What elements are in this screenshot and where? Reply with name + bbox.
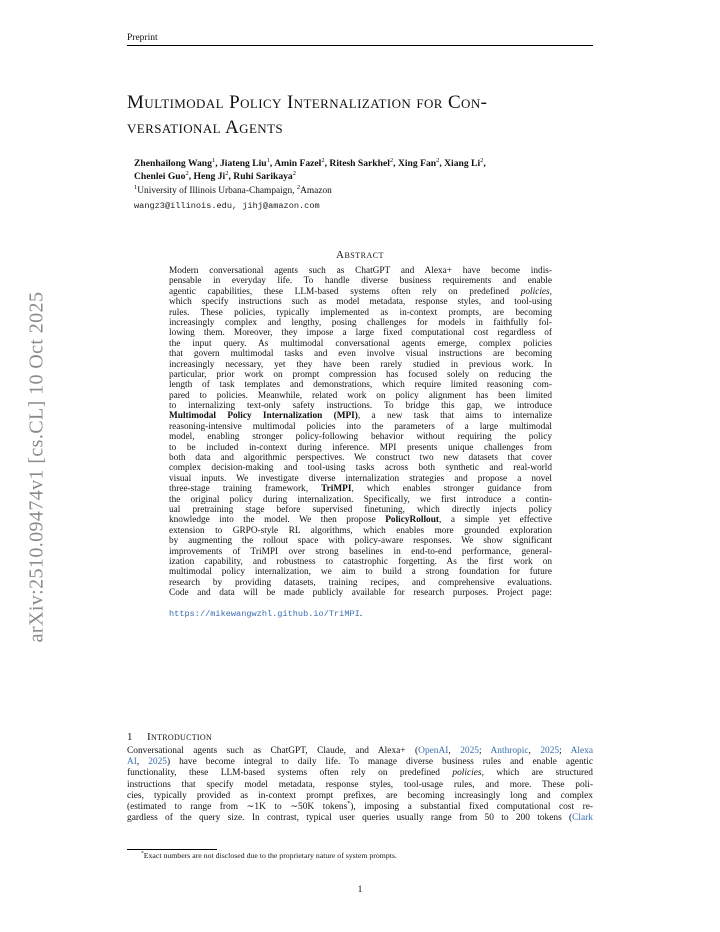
- abstract-line-text: knowledge into the model. We then propose PolicyRollout, a simple yet effective: [169, 515, 552, 526]
- author-name: Ruhi Sarikaya: [233, 170, 293, 182]
- affiliations: [134, 183, 332, 196]
- footnote: [141, 851, 397, 860]
- abstract-line: multimodal policy internalization, we aim to build a strong foundation for future: [169, 567, 552, 578]
- citation-link[interactable]: Clark: [572, 813, 593, 824]
- intro-line-text: functionality, these LLM-based systems often rely on predefined policies, which are structured: [127, 768, 593, 779]
- abstract-line: the input query. As multimodal conversational agents emerge, complex policies: [169, 338, 552, 349]
- header-rule: [127, 45, 593, 46]
- citation-link[interactable]: 2025: [540, 746, 560, 756]
- footnote-mark: *: [141, 850, 144, 857]
- abstract-heading: Abstract: [336, 249, 384, 261]
- abstract-line: by augmenting the rollout space with policy-aware responses. We show significant: [169, 536, 552, 547]
- abstract-line: length of task templates and demonstrations, which require limited reasoning com-: [169, 380, 552, 391]
- author-line-2: Chenlei Guo$^2$, Heng Ji$^2$, Ruhi Sarikaya$^2$: [134, 169, 296, 182]
- intro-line: [127, 813, 593, 824]
- abstract-line: increasingly necessary, yet they have been rarely studied in previous work. In: [169, 359, 552, 370]
- intro-line: [127, 757, 593, 768]
- abstract-line: ual pretraining stage before supervised finetuning, which directly injects policy: [169, 504, 552, 515]
- author-affil-mark: 1: [266, 156, 270, 164]
- abstract-end-period: .: [359, 608, 363, 619]
- author-emails[interactable]: wangz3@illinois.edu, jihj@amazon.com: [134, 201, 320, 211]
- arxiv-stamp: [22, 262, 52, 672]
- abstract-line-text: three-stage training framework, TriMPI, which enables stronger guidance from: [169, 484, 552, 495]
- abstract-line: pensable in everyday life. To handle diverse business requirements and enable: [169, 276, 552, 287]
- abstract-line: extension to GRPO-style RL algorithms, which enables more grounded exploration: [169, 525, 552, 536]
- abstract-line: to be included in-context during inference. MPI presents unique challenges from: [169, 442, 552, 453]
- author-name: Xiang Li: [444, 158, 481, 169]
- intro-line-text: gardless of the query size. In contrast, typical user queries usually range from 50 to 200 tokens (Clark: [127, 813, 593, 824]
- affiliation-1: University of Illinois Urbana-Champaign,: [137, 186, 295, 196]
- abstract-line: which specify instructions such as model metadata, response styles, and tool-using: [169, 297, 552, 308]
- citation-link[interactable]: Anthropic: [490, 746, 529, 756]
- abstract-line-text: agentic capabilities, these LLM-based systems often rely on predefined policies,: [169, 286, 552, 297]
- abstract-line: [169, 287, 552, 297]
- page-number: 1: [357, 885, 363, 895]
- abstract-line: [169, 411, 552, 421]
- abstract-line: [169, 599, 552, 609]
- abstract-line: that govern multimodal tasks and even involve visual instructions are becoming: [169, 349, 552, 360]
- footnote-text: Exact numbers are not disclosed due to the proprietary nature of system prompts.: [143, 851, 397, 860]
- abstract-line: model, enabling stronger policy-following behavior without requiring the policy: [169, 432, 552, 443]
- title-line-2: versational Agents: [127, 117, 284, 138]
- abstract-line-text: Multimodal Policy Internalization (MPI), a new task that aims to internalize: [169, 411, 552, 422]
- abstract-line: both data and algorithmic perspectives. We construct two new datasets that cover: [169, 453, 552, 464]
- author-name: Heng Ji: [193, 170, 226, 182]
- abstract-line: reasoning-intensive multimodal policies into the parameters of a large multimodal: [169, 421, 552, 432]
- title-line-1: Multimodal Policy Internalization for Con-: [127, 92, 488, 113]
- abstract-line: to internalizing text-only safety instructions. To bridge this gap, we introduce: [169, 401, 552, 412]
- author-name: Amin Fazel: [274, 158, 322, 169]
- running-header: Preprint: [127, 33, 158, 43]
- abstract-body: [169, 266, 552, 619]
- citation-link[interactable]: OpenAI: [418, 746, 449, 756]
- author-list: [134, 158, 599, 183]
- arxiv-stamp-text: arXiv:2510.09474v1 [cs.CL] 10 Oct 2025: [25, 291, 48, 643]
- paper-title: [127, 90, 597, 140]
- author-affil-mark: 2: [225, 169, 229, 177]
- citation-link[interactable]: 2025: [148, 757, 167, 768]
- abstract-line: pared to policies. Meanwhile, related work on policy alignment has been limited: [169, 390, 552, 401]
- section-title: Introduction: [147, 731, 213, 743]
- affil-mark: 1: [134, 183, 138, 191]
- abstract-line: increasingly complex and lengthy, posing challenges for models in faithfully fol-: [169, 317, 552, 328]
- abstract-line: ization capability, and robustness to catastrophic forgetting. As the first work on: [169, 556, 552, 567]
- intro-line: instructions that specify model metadata, response styles, tool-usage rules, and more. These poli-: [127, 779, 593, 790]
- intro-line: cies, typically provided as in-context prompt prefixes, are becoming increasingly long and complex: [127, 790, 593, 801]
- author-line-1: Zhenhailong Wang$^1$, Jiateng Liu$^1$, Amin Fazel$^2$, Ritesh Sarkhel$^2$, Xing Fan$^2$, Xiang Li$^2$,: [134, 156, 486, 169]
- intro-line: [127, 768, 593, 779]
- author-name: Ritesh Sarkhel: [329, 158, 390, 169]
- author-affil-mark: 1: [211, 156, 216, 164]
- introduction-body: [127, 746, 593, 824]
- intro-line: [127, 802, 593, 813]
- intro-line-text: AI, 2025) have become integral to daily life. To manage diverse business rules and enable agentic: [127, 757, 594, 768]
- abstract-line: [169, 484, 552, 494]
- abstract-line: the original policy during internalization. Specifically, we first introduce a contin-: [169, 494, 552, 505]
- intro-line-text: (estimated to range from ∼1K to ∼50K tokens*), imposing a substantial fixed computational cost re-: [127, 800, 593, 812]
- author-name: Jiateng Liu: [220, 158, 267, 169]
- abstract-line: visual inputs. We investigate diverse internalization strategies and propose a novel: [169, 473, 552, 484]
- author-affil-mark: 2: [185, 169, 189, 177]
- abstract-line: rules. These policies, typically implemented as in-context prompts, are becoming: [169, 307, 552, 318]
- section-heading-introduction: [127, 731, 212, 743]
- author-affil-mark: 2: [389, 156, 394, 164]
- affiliation-2: Amazon: [300, 186, 332, 196]
- affil-mark: 2: [296, 183, 301, 191]
- citation-link[interactable]: 2025: [460, 746, 479, 756]
- section-number: 1: [127, 731, 133, 743]
- author-name: Zhenhailong Wang: [134, 158, 212, 169]
- abstract-line: Code and data will be made publicly available for research purposes. Project page:: [169, 588, 552, 599]
- author-name: Xing Fan: [397, 158, 437, 169]
- abstract-line: complex decision-making and tool-using tasks across both synthetic and real-world: [169, 463, 552, 474]
- intro-line-text: Conversational agents such as ChatGPT, Claude, and Alexa+ (OpenAI, 2025; Anthropic, 2025; Alexa: [127, 746, 594, 756]
- abstract-line: Modern conversational agents such as ChatGPT and Alexa+ have become indis-: [169, 266, 552, 276]
- author-affil-mark: 2: [436, 156, 440, 164]
- citation-link[interactable]: AI: [127, 757, 137, 768]
- abstract-line: [169, 609, 552, 619]
- intro-line: [127, 746, 593, 757]
- author-name: Chenlei Guo: [134, 170, 186, 182]
- abstract-line: improvements of TriMPI over strong baselines in end-to-end performance, general-: [169, 546, 552, 557]
- project-page-link[interactable]: https://mikewangwzhl.github.io/TriMPI: [169, 608, 360, 619]
- abstract-line: particular, prior work on prompt compression has focused solely on reducing the: [169, 369, 552, 380]
- author-affil-mark: 2: [292, 169, 296, 177]
- citation-link[interactable]: Alexa: [570, 746, 594, 756]
- abstract-line: research by providing datasets, training recipes, and comprehensive evaluations.: [169, 577, 552, 588]
- abstract-line: lowing them. Moreover, they impose a large fixed computational cost regardless of: [169, 328, 552, 339]
- author-affil-mark: 2: [321, 156, 325, 164]
- author-affil-mark: 2: [480, 156, 484, 164]
- abstract-line: [169, 515, 552, 525]
